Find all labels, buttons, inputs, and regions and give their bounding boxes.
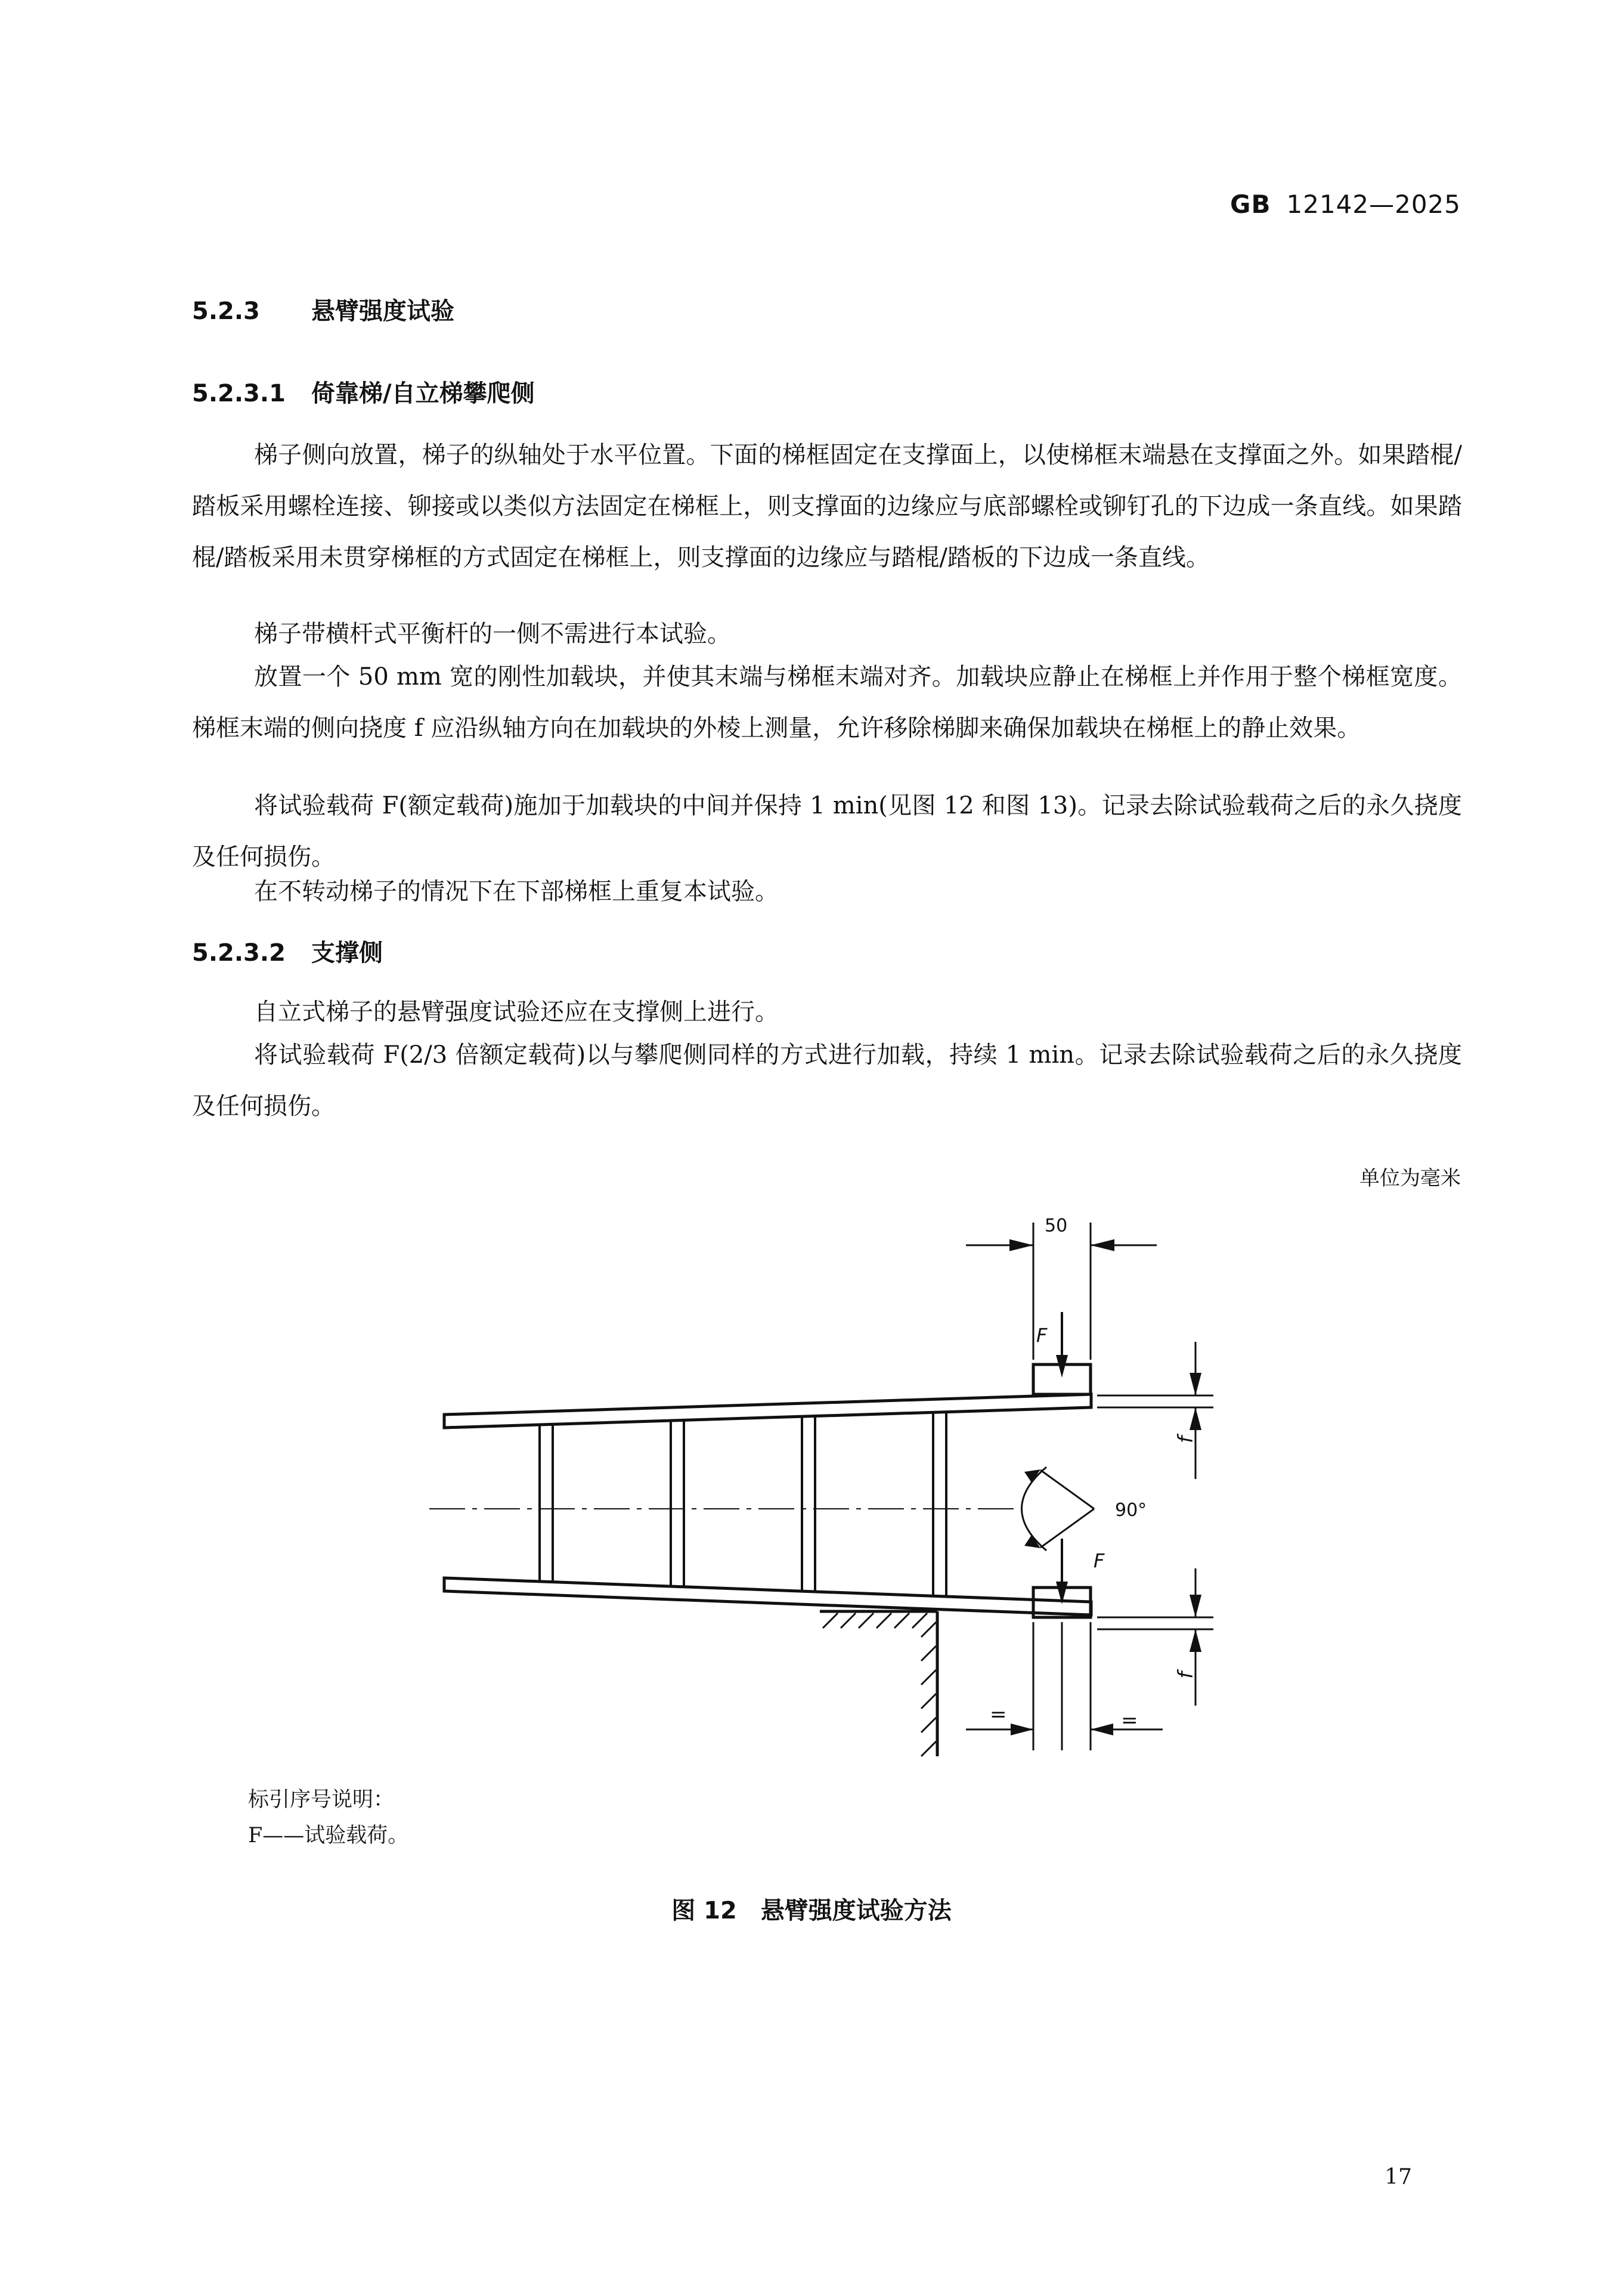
lower-stile xyxy=(444,1578,1091,1615)
support-surface xyxy=(820,1611,937,1756)
eq-arrow-right xyxy=(1091,1723,1113,1735)
upper-load-label: F xyxy=(1036,1324,1048,1347)
paragraph-load-application: 将试验载荷 F(额定载荷)施加于加载块的中间并保持 1 min(见图 12 和图 13)。记录去除试验载荷之后的永久挠度及任何损伤。 xyxy=(192,792,1462,871)
section-number: 5.2.3 xyxy=(192,298,260,325)
caption-title: 悬臂强度试验方法 xyxy=(760,1897,952,1924)
upper-f-arrow-bottom xyxy=(1190,1407,1201,1430)
rungs xyxy=(540,1412,946,1596)
caption-number: 图 12 xyxy=(671,1897,737,1924)
section-title: 倚靠梯/自立梯攀爬侧 xyxy=(311,380,535,407)
section-title: 支撑侧 xyxy=(311,939,383,967)
unit-note: 单位为毫米 xyxy=(1359,1166,1461,1190)
figure-caption xyxy=(0,1892,1623,1926)
upper-stile xyxy=(444,1394,1091,1428)
lower-load-label: F xyxy=(1094,1549,1105,1572)
lower-deflection-label: f xyxy=(1174,1672,1198,1679)
upper-load-arrowhead xyxy=(1056,1355,1068,1378)
upper-deflection-label: f xyxy=(1174,1436,1198,1443)
paragraph-placement: 梯子侧向放置，梯子的纵轴处于水平位置。下面的梯框固定在支撑面上，以使梯框末端悬在支撑面之外。如果踏棍/踏板采用螺栓连接、铆接或以类似方法固定在梯框上，则支撑面的边缘应与底部螺栓或铆钉孔的下边成一条直线。如果踏棍/踏板采用未贯穿梯框的方式固定在梯框上，则支撑面的边缘应与踏棍/踏板的下边成一条直线。 xyxy=(192,441,1462,571)
standard-code: GB xyxy=(1230,190,1271,219)
paragraph-support-side: 自立式梯子的悬臂强度试验还应在支撑侧上进行。 xyxy=(254,998,779,1026)
equal-label-left: = xyxy=(990,1703,1007,1726)
eq-arrow-left xyxy=(1011,1723,1033,1735)
equal-label-right: = xyxy=(1121,1709,1138,1732)
dimension-50-label: 50 xyxy=(1045,1215,1068,1236)
paragraph-repeat: 在不转动梯子的情况下在下部梯框上重复本试验。 xyxy=(254,878,779,905)
dim-arrow-right xyxy=(1091,1239,1114,1251)
standard-number: 12142—2025 xyxy=(1286,190,1461,219)
paragraph-exclusion: 梯子带横杆式平衡杆的一侧不需进行本试验。 xyxy=(254,620,731,648)
support-hatching xyxy=(823,1613,936,1756)
section-title: 悬臂强度试验 xyxy=(311,298,454,325)
legend-entry: F——试验载荷。 xyxy=(248,1824,409,1848)
section-number: 5.2.3.1 xyxy=(192,380,286,407)
upper-f-arrow-top xyxy=(1190,1373,1201,1395)
page-number: 17 xyxy=(1384,2165,1412,2189)
section-number: 5.2.3.2 xyxy=(192,939,286,967)
paragraph-load-block: 放置一个 50 mm 宽的刚性加载块，并使其末端与梯框末端对齐。加载块应静止在梯框上并作用于整个梯框宽度。梯框末端的侧向挠度 f 应沿纵轴方向在加载块的外棱上测量，允许移除梯脚来确保加载块在梯框上的静止效果。 xyxy=(192,663,1462,742)
dim-arrow-left xyxy=(1009,1239,1033,1251)
lower-f-arrow-top xyxy=(1190,1595,1201,1617)
angle-label: 90° xyxy=(1115,1500,1147,1521)
paragraph-support-load: 将试验载荷 F(2/3 倍额定载荷)以与攀爬侧同样的方式进行加载，持续 1 min。记录去除试验载荷之后的永久挠度及任何损伤。 xyxy=(192,1041,1462,1120)
legend-title: 标引序号说明： xyxy=(248,1788,395,1812)
lower-f-arrow-bottom xyxy=(1190,1629,1201,1652)
